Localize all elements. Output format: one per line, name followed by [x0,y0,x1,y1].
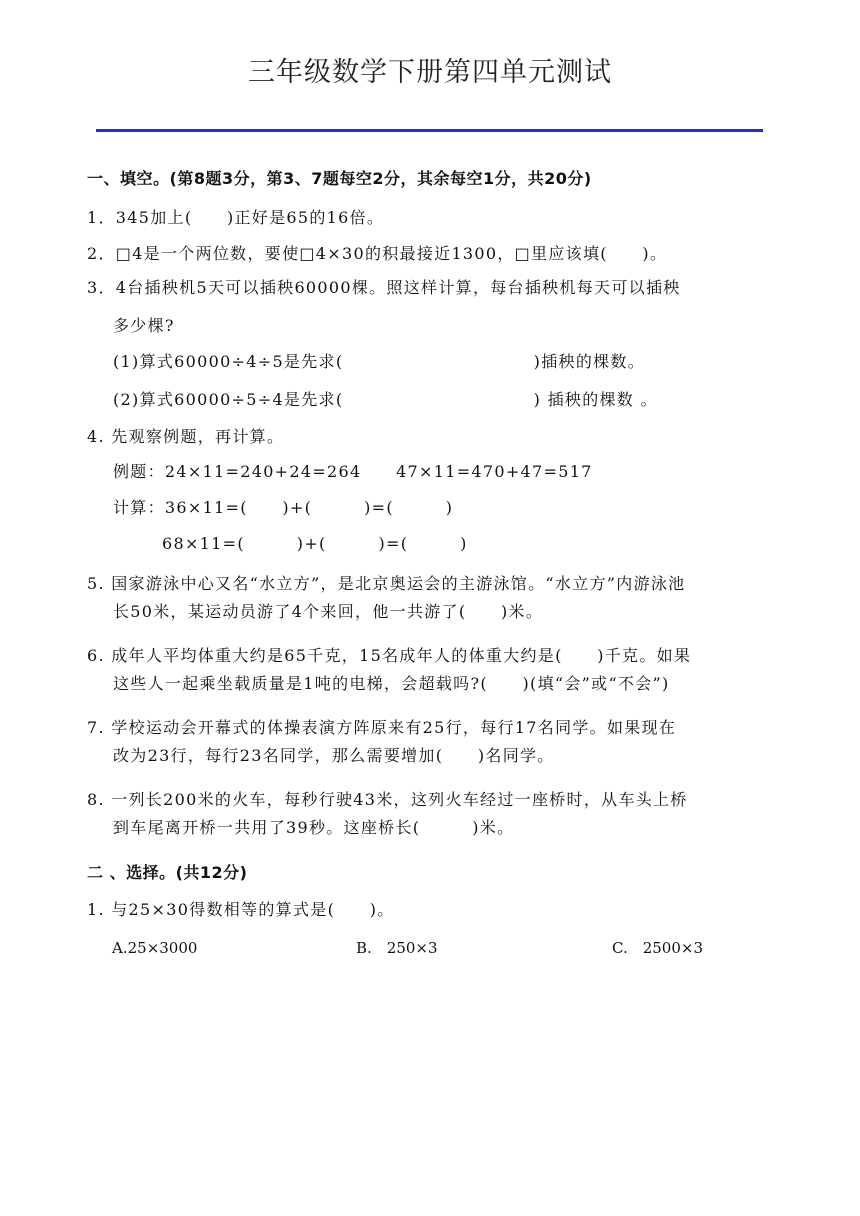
question-4-calc-2: 68×11=( )+( )=( ) [162,534,468,553]
question-4: 4. 先观察例题，再计算。 [87,427,285,446]
option-c: C. 2500×3 [612,939,703,957]
question-5-cont: 长50米，某运动员游了4个来回，他一共游了( )米。 [113,602,544,621]
question-7: 7. 学校运动会开幕式的体操表演方阵原来有25行，每行17名同学。如果现在 [87,718,677,737]
question-5: 5. 国家游泳中心又名“水立方”，是北京奥运会的主游泳馆。“水立方”内游泳池 [87,574,686,593]
question-8: 8. 一列长200米的火车，每秒行驶43米，这列火车经过一座桥时，从车头上桥 [87,790,688,809]
question-4-calc-1: 计算：36×11=( )+( )=( ) [113,498,454,517]
title-divider [96,129,763,132]
question-3-cont: 多少棵? [113,316,175,335]
choice-question-1: 1. 与25×30得数相等的算式是( )。 [87,900,395,919]
question-8-cont: 到车尾离开桥一共用了39秒。这座桥长( )米。 [113,818,515,837]
question-7-cont: 改为23行，每行23名同学，那么需要增加( )名同学。 [113,746,555,765]
page-title: 三年级数学下册第四单元测试 [248,57,612,88]
question-2: 2．□4是一个两位数，要使□4×30的积最接近1300，□里应该填( )。 [87,244,668,263]
section-2-heading: 二 、选择。(共12分) [87,863,248,882]
option-a: A.25×3000 [112,939,198,957]
question-3-part-1: (1)算式60000÷4÷5是先求( )插秧的棵数。 [113,352,646,371]
question-6-cont: 这些人一起乘坐载质量是1吨的电梯，会超载吗?( )(填“会”或“不会”) [113,674,670,693]
question-4-example: 例题：24×11=240+24=264 47×11=470+47=517 [113,462,593,481]
option-b: B. 250×3 [356,939,438,957]
question-1: 1．345加上( )正好是65的16倍。 [87,208,385,227]
question-6: 6. 成年人平均体重大约是65千克，15名成年人的体重大约是( )千克。如果 [87,646,692,665]
question-3-part-2: (2)算式60000÷5÷4是先求( ) 插秧的棵数 。 [113,390,658,409]
question-3: 3．4台插秧机5天可以插秧60000棵。照这样计算，每台插秧机每天可以插秧 [87,278,681,297]
section-1-heading: 一、填空。(第8题3分，第3、7题每空2分，其余每空1分，共20分) [87,169,592,188]
